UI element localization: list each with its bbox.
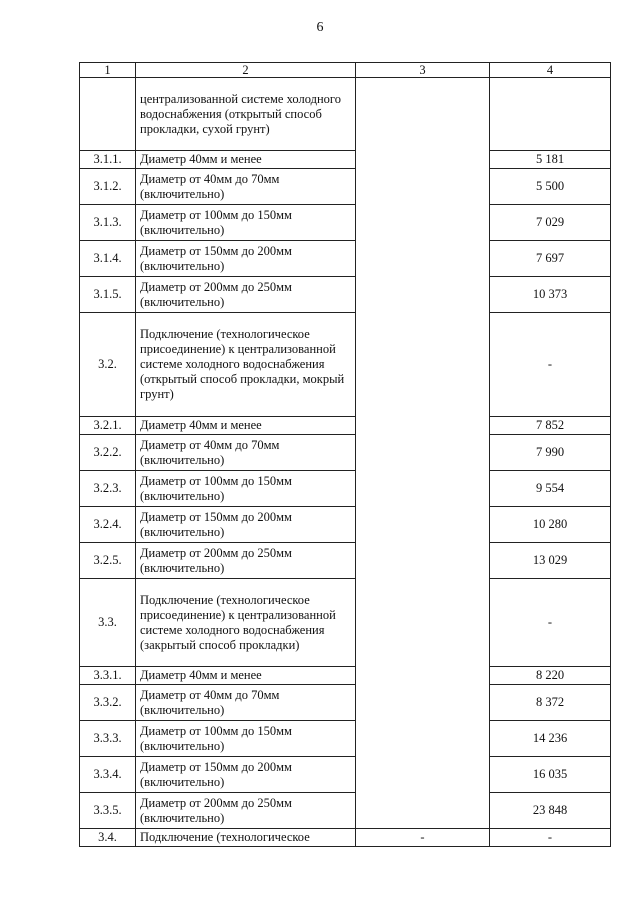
- row-value: 8 220: [490, 667, 611, 685]
- row-value: 8 372: [490, 685, 611, 721]
- table-row: [80, 757, 611, 793]
- row-number: 3.4.: [80, 829, 136, 847]
- column-header: 3: [356, 63, 490, 78]
- table-row: [80, 543, 611, 579]
- table-row: [80, 417, 611, 435]
- table-row: [80, 471, 611, 507]
- row-number: 3.3.1.: [80, 667, 136, 685]
- table-row: [80, 579, 611, 667]
- table-row: [80, 151, 611, 169]
- row-value: 9 554: [490, 471, 611, 507]
- table-row: [80, 205, 611, 241]
- row-value: 13 029: [490, 543, 611, 579]
- tariff-table: [79, 62, 611, 847]
- row-number: 3.1.3.: [80, 205, 136, 241]
- row-number: 3.1.2.: [80, 169, 136, 205]
- table-row: [80, 241, 611, 277]
- row-description: Диаметр 40мм и менее: [136, 151, 356, 169]
- row-description: Диаметр 40мм и менее: [136, 667, 356, 685]
- row-description: Диаметр от 40мм до 70мм (включительно): [136, 169, 356, 205]
- row-number: 3.2.5.: [80, 543, 136, 579]
- row-description: Диаметр 40мм и менее: [136, 417, 356, 435]
- row-value: [490, 78, 611, 151]
- row-value: 7 852: [490, 417, 611, 435]
- row-number: 3.2.4.: [80, 507, 136, 543]
- row-number: 3.2.3.: [80, 471, 136, 507]
- row-description: Диаметр от 200мм до 250мм (включительно): [136, 277, 356, 313]
- row-value: 10 373: [490, 277, 611, 313]
- row-value: 10 280: [490, 507, 611, 543]
- table-row: [80, 277, 611, 313]
- column-3-cell: [356, 78, 490, 829]
- row-description: Подключение (технологическое присоединение) к централизованной системе холодного водоснабжения (открытый способ прокладки, мокрый грунт): [136, 313, 356, 417]
- row-description: Диаметр от 40мм до 70мм (включительно): [136, 685, 356, 721]
- table-row: [80, 793, 611, 829]
- row-value: -: [490, 829, 611, 847]
- row-number: 3.3.2.: [80, 685, 136, 721]
- table-row: [80, 169, 611, 205]
- table-row: [80, 78, 611, 151]
- row-value: 5 500: [490, 169, 611, 205]
- row-number: 3.1.1.: [80, 151, 136, 169]
- row-number: 3.2.: [80, 313, 136, 417]
- row-value: 23 848: [490, 793, 611, 829]
- column-header: 1: [80, 63, 136, 78]
- table-row: [80, 829, 611, 847]
- table-row: [80, 507, 611, 543]
- table-row: [80, 685, 611, 721]
- column-3-cell: -: [356, 829, 490, 847]
- table-row: [80, 721, 611, 757]
- row-description: Диаметр от 150мм до 200мм (включительно): [136, 507, 356, 543]
- row-number: 3.3.: [80, 579, 136, 667]
- row-number: 3.3.3.: [80, 721, 136, 757]
- column-header: 4: [490, 63, 611, 78]
- column-header: 2: [136, 63, 356, 78]
- table-row: [80, 313, 611, 417]
- row-value: 16 035: [490, 757, 611, 793]
- row-number: 3.2.1.: [80, 417, 136, 435]
- row-description: Диаметр от 200мм до 250мм (включительно): [136, 793, 356, 829]
- row-value: -: [490, 579, 611, 667]
- table-row: [80, 667, 611, 685]
- row-number: [80, 78, 136, 151]
- row-description: Диаметр от 100мм до 150мм (включительно): [136, 471, 356, 507]
- row-description: Диаметр от 100мм до 150мм (включительно): [136, 205, 356, 241]
- page-number: 6: [316, 20, 324, 35]
- row-value: 7 697: [490, 241, 611, 277]
- row-value: -: [490, 313, 611, 417]
- row-description: Подключение (технологическое присоединение) к централизованной системе холодного водоснабжения (закрытый способ прокладки): [136, 579, 356, 667]
- row-value: 14 236: [490, 721, 611, 757]
- row-number: 3.1.4.: [80, 241, 136, 277]
- row-number: 3.2.2.: [80, 435, 136, 471]
- table-row: [80, 435, 611, 471]
- row-description: Подключение (технологическое: [136, 829, 356, 847]
- row-description: Диаметр от 150мм до 200мм (включительно): [136, 757, 356, 793]
- row-value: 7 990: [490, 435, 611, 471]
- table-header-row: [80, 63, 611, 78]
- row-value: 7 029: [490, 205, 611, 241]
- row-description: Диаметр от 40мм до 70мм (включительно): [136, 435, 356, 471]
- row-description: централизованной системе холодного водоснабжения (открытый способ прокладки, сухой грунт): [136, 78, 356, 151]
- row-number: 3.1.5.: [80, 277, 136, 313]
- row-number: 3.3.4.: [80, 757, 136, 793]
- row-description: Диаметр от 100мм до 150мм (включительно): [136, 721, 356, 757]
- row-description: Диаметр от 200мм до 250мм (включительно): [136, 543, 356, 579]
- row-value: 5 181: [490, 151, 611, 169]
- row-number: 3.3.5.: [80, 793, 136, 829]
- row-description: Диаметр от 150мм до 200мм (включительно): [136, 241, 356, 277]
